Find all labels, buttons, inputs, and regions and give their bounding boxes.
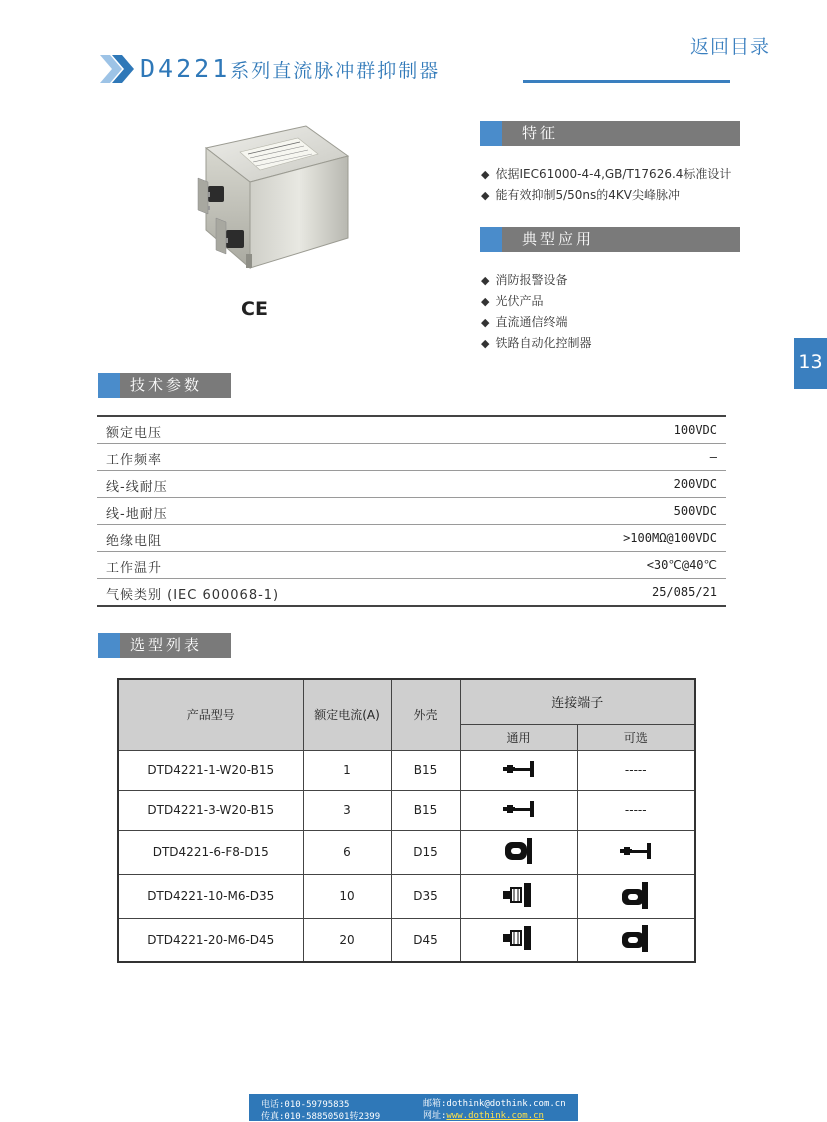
table-row [118, 874, 695, 918]
standard-terminal-cell [460, 830, 577, 874]
param-value: >100MΩ@100VDC [623, 531, 717, 545]
wire-terminal-icon [618, 841, 654, 861]
footer-website [423, 1108, 544, 1121]
diamond-bullet-icon: ◆ [481, 337, 490, 350]
stud-terminal-icon [501, 881, 537, 909]
optional-terminal-cell: ----- [577, 790, 695, 830]
table-row [118, 750, 695, 790]
param-label: 额定电压 [106, 426, 163, 441]
col-header-current: 额定电流(A) [303, 679, 391, 750]
tech-params-section-header [98, 373, 231, 398]
table-row [118, 918, 695, 962]
table-row [97, 525, 726, 552]
footer-email: 邮箱:dothink@dothink.com.cn [423, 1099, 566, 1109]
application-text: 光伏产品 [495, 294, 544, 308]
current-cell: 10 [303, 874, 391, 918]
current-cell: 6 [303, 830, 391, 874]
title-model: D4221 [140, 54, 231, 83]
optional-terminal-cell [577, 874, 695, 918]
selection-heading: 选型列表 [120, 633, 231, 658]
col-header-model: 产品型号 [118, 679, 303, 750]
param-value: 25/085/21 [651, 585, 717, 599]
application-text: 直流通信终端 [495, 315, 568, 329]
table-row [97, 552, 726, 579]
ce-mark-icon: CE [241, 298, 268, 320]
model-cell: DTD4221-3-W20-B15 [118, 790, 303, 830]
diamond-bullet-icon: ◆ [481, 295, 490, 308]
list-item [481, 333, 591, 354]
feature-text: 能有效抑制5/50ns的4KV尖峰脉冲 [495, 188, 680, 202]
case-cell: D15 [391, 830, 460, 874]
stud-terminal-icon [501, 924, 537, 952]
col-header-case: 外壳 [391, 679, 460, 750]
param-label: 工作频率 [106, 453, 163, 468]
standard-terminal-cell [460, 874, 577, 918]
lug-terminal-icon [618, 881, 654, 909]
col-header-standard: 通用 [460, 724, 577, 750]
param-label: 绝缘电阻 [106, 534, 163, 549]
case-cell: B15 [391, 790, 460, 830]
title-series: 系列直流脉冲群抑制器 [230, 60, 441, 82]
table-row [97, 498, 726, 525]
diamond-bullet-icon: ◆ [481, 316, 490, 329]
model-cell: DTD4221-10-M6-D35 [118, 874, 303, 918]
case-cell: D45 [391, 918, 460, 962]
table-row [97, 471, 726, 498]
list-item [481, 312, 591, 333]
diamond-bullet-icon: ◆ [481, 189, 490, 202]
selection-section-header [98, 633, 231, 658]
diamond-bullet-icon: ◆ [481, 168, 490, 181]
application-text: 铁路自动化控制器 [495, 336, 592, 350]
application-text: 消防报警设备 [495, 273, 568, 287]
page-title [140, 54, 440, 83]
standard-terminal-cell [460, 750, 577, 790]
optional-terminal-cell: ----- [577, 750, 695, 790]
tech-params-heading: 技术参数 [120, 373, 231, 398]
lug-terminal-icon [501, 837, 537, 865]
model-cell: DTD4221-1-W20-B15 [118, 750, 303, 790]
model-cell: DTD4221-20-M6-D45 [118, 918, 303, 962]
case-cell: D35 [391, 874, 460, 918]
list-item [481, 291, 591, 312]
param-value: <30℃@40℃ [646, 558, 717, 572]
selection-table [117, 678, 696, 963]
table-row [97, 579, 726, 607]
wire-terminal-icon [501, 799, 537, 819]
page-number-tab: 13 [794, 338, 827, 389]
param-value: 500VDC [673, 504, 717, 518]
diamond-bullet-icon: ◆ [481, 274, 490, 287]
applications-section-header [480, 227, 730, 252]
current-cell: 3 [303, 790, 391, 830]
param-value: — [709, 450, 717, 464]
current-cell: 20 [303, 918, 391, 962]
optional-terminal-cell [577, 918, 695, 962]
table-row [118, 790, 695, 830]
list-item [481, 164, 731, 185]
optional-terminal-cell [577, 830, 695, 874]
standard-terminal-cell [460, 790, 577, 830]
footer-fax: 传真:010-58850501转2399 [261, 1112, 381, 1122]
case-cell: B15 [391, 750, 460, 790]
features-heading: 特征 [502, 121, 740, 146]
table-row [97, 444, 726, 471]
param-label: 线-线耐压 [106, 480, 168, 495]
footer-phone: 电话:010-59795835 [261, 1100, 350, 1110]
wire-terminal-icon [501, 759, 537, 779]
product-photo [188, 118, 358, 276]
model-cell: DTD4221-6-F8-D15 [118, 830, 303, 874]
features-section-header [480, 121, 730, 146]
list-item [481, 270, 591, 291]
table-row [97, 417, 726, 444]
param-label: 线-地耐压 [106, 507, 168, 522]
param-label: 气候类别 (IEC 600068-1) [106, 588, 280, 603]
col-header-optional: 可选 [577, 724, 695, 750]
tech-params-table [97, 415, 726, 607]
table-row [118, 830, 695, 874]
param-value: 200VDC [673, 477, 717, 491]
param-label: 工作温升 [106, 561, 163, 576]
standard-terminal-cell [460, 918, 577, 962]
title-arrows-icon [100, 55, 136, 87]
header-rule [523, 80, 730, 83]
feature-text: 依据IEC61000-4-4,GB/T17626.4标准设计 [495, 167, 732, 181]
applications-heading: 典型应用 [502, 227, 740, 252]
applications-list [481, 270, 591, 354]
col-header-terminal: 连接端子 [460, 679, 695, 724]
contact-footer [249, 1094, 578, 1121]
current-cell: 1 [303, 750, 391, 790]
back-to-contents-link[interactable]: 返回目录 [690, 36, 771, 58]
footer-web-prefix: 网址: [423, 1111, 447, 1121]
param-value: 100VDC [673, 423, 717, 437]
website-link[interactable]: www.dothink.com.cn [446, 1111, 544, 1121]
features-list [481, 164, 731, 206]
list-item [481, 185, 731, 206]
lug-terminal-icon [618, 924, 654, 952]
